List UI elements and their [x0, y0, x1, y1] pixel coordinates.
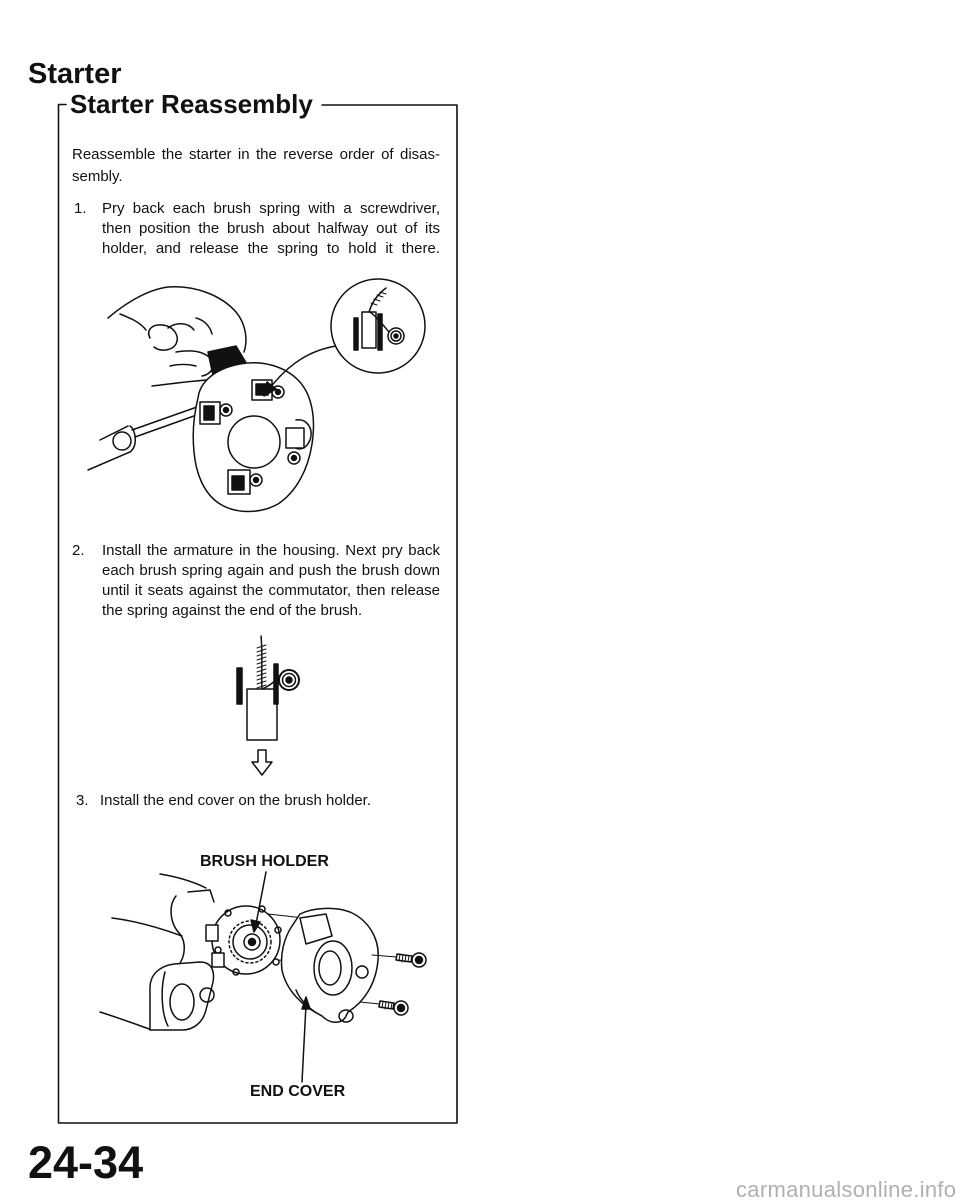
end-cover-bolt-upper — [372, 953, 426, 967]
intro-paragraph — [72, 144, 440, 188]
step-3-text — [100, 791, 440, 811]
figure-brush-seating — [237, 636, 299, 775]
brush-holder-plate — [193, 363, 313, 512]
down-arrow — [252, 750, 272, 775]
brush — [362, 312, 376, 348]
step-line: the spring against the end of the brush. — [102, 602, 363, 619]
watermark: carmanualsonline.info — [736, 1177, 957, 1200]
step-1-number: 1. — [74, 200, 87, 217]
step-line: holder, and release the spring to hold it there. — [102, 240, 440, 257]
brush-holder — [206, 906, 281, 975]
end-cover-leader — [302, 997, 310, 1082]
page-title: Starter — [28, 58, 122, 90]
intro-line: Reassemble the starter in the reverse order of disas- — [72, 146, 440, 163]
brush — [247, 689, 277, 740]
starter-body — [100, 874, 214, 1030]
step-2-number: 2. — [72, 542, 85, 559]
end-cover — [281, 908, 378, 1022]
step-line: Install the end cover on the brush holder. — [100, 792, 372, 809]
end-cover-bolt-lower — [360, 1001, 408, 1015]
page-number: 24-34 — [28, 1137, 144, 1188]
intro-line: sembly. — [72, 168, 123, 185]
step-line: then position the brush about halfway out of its — [102, 220, 440, 237]
step-line: each brush spring again and push the brush down — [102, 562, 440, 579]
brush-holder-label: BRUSH HOLDER — [200, 853, 329, 870]
step-1-text — [102, 199, 440, 259]
figure-brush-spring-pry — [88, 279, 425, 512]
step-line: Install the armature in the housing. Next pry back — [102, 542, 440, 559]
step-3-number: 3. — [76, 792, 89, 809]
figure-end-cover-install — [100, 872, 426, 1082]
section-title: Starter Reassembly — [70, 89, 313, 119]
holder-side-right — [274, 664, 278, 704]
detail-inset — [331, 279, 425, 373]
step-line: Pry back each brush spring with a screwdriver, — [102, 200, 440, 217]
end-cover-label: END COVER — [250, 1083, 346, 1100]
step-line: until it seats against the commutator, then release — [102, 582, 440, 599]
holder-side-left — [237, 668, 242, 704]
step-2-text — [102, 541, 440, 621]
